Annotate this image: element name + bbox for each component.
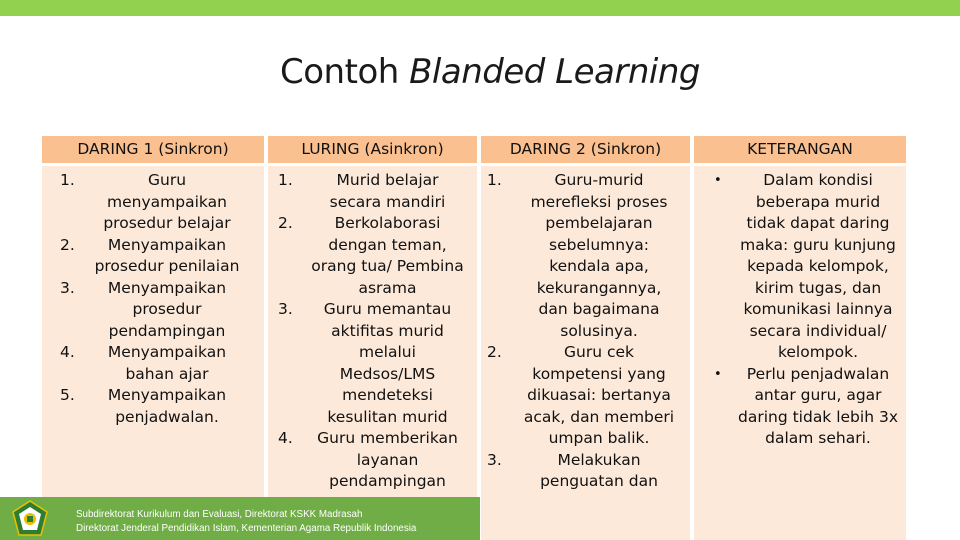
item-number: 2. [487,343,502,361]
item-number: 3. [278,300,293,318]
list-item [278,213,473,299]
item-number: 5. [60,386,75,404]
bullet-marker: • [714,366,722,382]
item-line: Perlu penjadwalan [746,364,890,383]
item-line: Menyampaikan [107,343,227,361]
list-item [278,428,473,493]
column-header: KETERANGAN [694,136,906,163]
list-item [60,170,250,235]
item-number: 2. [60,235,75,254]
item-line: antar guru, agar [754,386,882,404]
item-line: Guru [147,171,187,189]
column-daring-2 [481,136,690,540]
item-line: merefleksi proses [530,192,668,211]
list-item [60,385,250,428]
title-italic-text: Blanded Learning [409,52,700,92]
list-item [60,235,250,278]
item-line: kompetensi yang [532,364,666,383]
item-line: prosedur penilaian [94,257,240,275]
learning-table [42,136,906,540]
item-line: solusinya. [560,321,638,340]
item-line: Dalam kondisi [763,171,873,189]
item-line: secara individual/ [749,321,887,340]
item-line: acak, dan memberi [523,407,675,426]
item-line: layanan [356,450,419,469]
list-item [487,450,687,493]
item-number: 1. [278,171,293,189]
footer-text [76,508,416,536]
item-line: penguatan dan [540,472,658,490]
item-line: Guru memberikan [317,429,458,447]
item-line: melalui [359,343,416,361]
item-number: 4. [278,429,293,447]
item-line: Menyampaikan [107,386,227,404]
item-line: pendampingan [108,321,226,340]
item-line: penjadwalan. [115,407,219,426]
item-line: Menyampaikan [107,235,227,254]
item-line: tidak dapat daring [746,214,890,232]
item-line: maka: guru kunjung [740,235,896,254]
item-line: dikuasai: bertanya [527,386,671,404]
item-line: umpan balik. [548,429,650,447]
item-number: 1. [487,171,502,189]
item-line: pembelajaran [545,214,653,232]
list-item [60,342,250,385]
item-line: kepada kelompok, [747,257,889,275]
column-list [60,170,250,428]
column-header: LURING (Asinkron) [268,136,477,163]
item-line: kirim tugas, dan [754,278,882,297]
item-line: Guru cek [564,343,634,361]
item-line: orang tua/ Pembina [311,257,464,275]
item-line: Berkolaborasi [334,214,441,232]
column-list [714,170,902,450]
column-header: DARING 2 (Sinkron) [481,136,690,163]
item-line: prosedur [132,300,202,318]
top-accent-bar [0,0,960,16]
item-line: dan bagaimana [538,300,660,318]
column-list [278,170,473,493]
list-item [487,170,687,342]
item-line: Guru-murid [554,171,644,189]
list-item [714,364,902,450]
list-item [60,278,250,343]
bullet-marker: • [714,173,722,188]
slide-title [0,52,960,92]
title-text: Contoh [280,52,410,92]
item-line: dalam sehari. [765,429,871,447]
item-line: Guru memantau [323,300,452,318]
item-line: kekurangannya, [536,278,662,297]
item-line: mendeteksi [342,386,433,404]
item-number: 3. [60,278,75,297]
item-line: kelompok. [777,343,859,361]
list-item [278,299,473,428]
item-number: 2. [278,214,293,232]
column-daring-1 [42,136,264,540]
item-line: kesulitan murid [327,407,448,426]
item-number: 3. [487,450,502,469]
list-item [278,170,473,213]
item-line: secara mandiri [329,192,446,211]
item-line: Medsos/LMS [339,364,436,383]
item-line: prosedur belajar [103,214,231,232]
item-line: asrama [358,278,417,297]
item-line: komunikasi lainnya [743,300,893,318]
kementerian-agama-logo-icon [10,500,50,538]
item-line: sebelumnya: [549,235,649,254]
item-line: bahan ajar [125,364,209,383]
item-line: Murid belajar [336,171,439,189]
item-line: menyampaikan [107,192,227,211]
column-luring [268,136,477,540]
list-item [487,342,687,450]
item-line: beberapa murid [755,192,881,211]
item-line: pendampingan [329,472,446,490]
item-line: aktifitas murid [331,321,444,340]
footer-line-2: Direktorat Jenderal Pendidikan Islam, Kementerian Agama Republik Indonesia [76,523,417,534]
column-keterangan [694,136,906,540]
item-line: Melakukan [557,450,641,469]
list-item [714,170,902,364]
item-line: Menyampaikan [107,278,227,297]
item-number: 4. [60,343,75,361]
item-line: kendala apa, [549,257,649,275]
item-number: 1. [60,171,75,189]
column-list [487,170,687,493]
footer-line-1: Subdirektorat Kurikulum dan Evaluasi, Direktorat KSKK Madrasah [76,509,363,520]
column-header: DARING 1 (Sinkron) [42,136,264,163]
item-line: dengan teman, [328,235,447,254]
item-line: daring tidak lebih 3x [737,407,898,426]
